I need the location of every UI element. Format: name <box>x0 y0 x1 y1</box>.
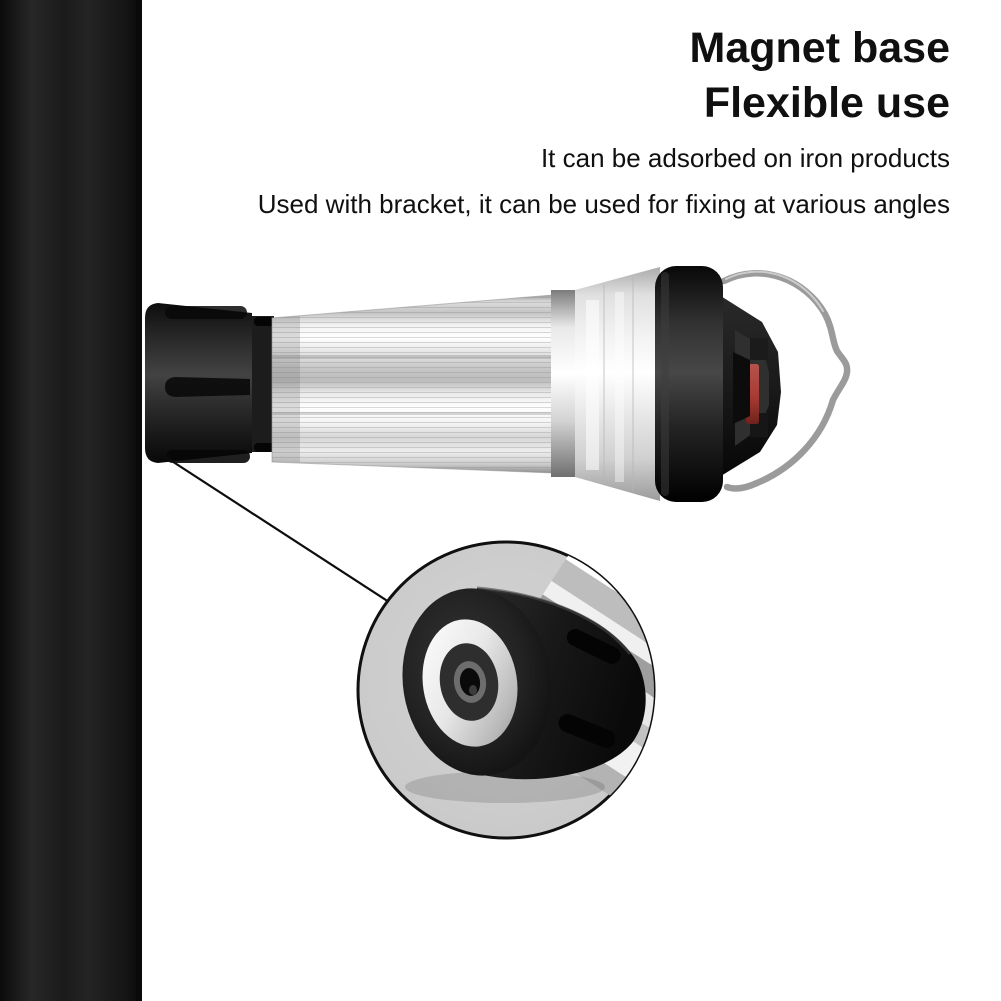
lantern-head-ring <box>655 266 723 502</box>
lantern-product <box>145 266 847 502</box>
callout-line <box>161 454 389 602</box>
lantern-tail-cap <box>716 293 781 479</box>
lantern-cone-diffuser <box>575 267 660 501</box>
title-line-1: Magnet base <box>689 24 950 72</box>
zoom-inset <box>358 514 780 838</box>
subtitle-line-1: It can be adsorbed on iron products <box>540 143 950 173</box>
magnet-base-cap <box>145 303 274 463</box>
lantern-tube <box>272 295 553 473</box>
tube-collar <box>551 290 576 477</box>
subtitle-line-2: Used with bracket, it can be used for fixing at various angles <box>257 189 950 219</box>
title-line-2: Flexible use <box>703 79 950 127</box>
headline-block <box>258 21 950 223</box>
iron-pole <box>0 0 142 1001</box>
